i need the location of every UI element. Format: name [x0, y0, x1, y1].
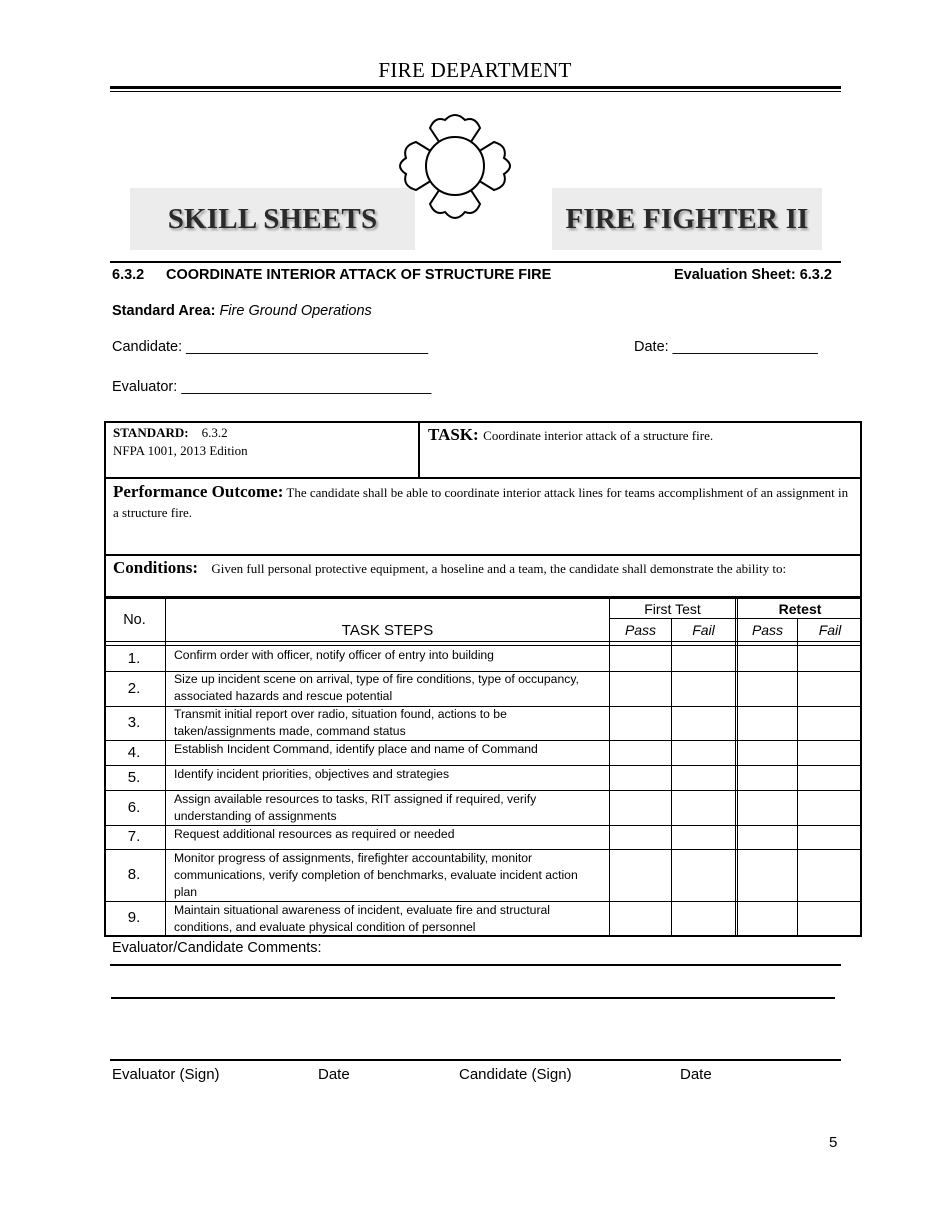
candidate-date-label: Date	[680, 1066, 712, 1083]
candidate-field[interactable]: Candidate: ______________________________	[112, 339, 429, 355]
step-number: 9.	[127, 909, 141, 926]
standard-value: 6.3.2	[201, 425, 228, 440]
header-rule-thin	[110, 91, 841, 92]
col-task-steps-header: TASK STEPS	[341, 622, 434, 639]
outcome-value: The candidate shall be able to coordinate interior attack lines for teams accomplishment of an assignment in a structure fire.	[113, 485, 849, 520]
skill-title: COORDINATE INTERIOR ATTACK OF STRUCTURE FIRE	[166, 267, 552, 283]
first-test-pass-header: Pass	[624, 622, 657, 638]
conditions-label: Conditions:	[113, 558, 199, 577]
step-number: 1.	[127, 650, 141, 667]
banner-left-text: SKILL SHEETS	[167, 203, 378, 235]
standard-area-label: Standard Area:	[112, 303, 216, 319]
step-number: 5.	[127, 769, 141, 786]
step-text: Establish Incident Command, identify place and name of Command	[174, 742, 538, 756]
step-number: 3.	[127, 714, 141, 731]
banner-rule	[110, 261, 841, 263]
retest-pass-header: Pass	[751, 622, 784, 638]
comments-label: Evaluator/Candidate Comments:	[112, 940, 322, 956]
step-text: Assign available resources to tasks, RIT assigned if required, verify understanding of assignments	[174, 792, 537, 823]
comments-line-2[interactable]	[111, 997, 835, 999]
comments-line-1[interactable]	[110, 964, 841, 966]
outcome-label: Performance Outcome:	[113, 482, 284, 501]
first-test-header: First Test	[644, 601, 701, 617]
task-value: Coordinate interior attack of a structure fire.	[483, 428, 714, 443]
evaluator-sign-label: Evaluator (Sign)	[112, 1066, 220, 1083]
date-field[interactable]: Date: __________________	[634, 339, 818, 355]
header-rule	[110, 86, 841, 89]
standard-edition: NFPA 1001, 2013 Edition	[113, 443, 248, 458]
candidate-sign-label: Candidate (Sign)	[459, 1066, 572, 1083]
banner-right	[552, 188, 822, 250]
maltese-cross-icon	[390, 108, 520, 233]
col-no-header: No.	[123, 612, 146, 628]
standard-area-value: Fire Ground Operations	[219, 303, 372, 319]
banner-right-text: FIRE FIGHTER II	[565, 203, 809, 235]
signature-line[interactable]	[110, 1059, 841, 1061]
standard-cell	[105, 422, 419, 478]
first-test-fail-header: Fail	[692, 622, 715, 638]
standard-area	[112, 303, 372, 319]
info-table	[104, 421, 862, 598]
step-number: 4.	[127, 744, 141, 761]
conditions-value: Given full personal protective equipment, a hoseline and a team, the candidate shall demonstrate the ability to:	[211, 561, 787, 576]
step-number: 7.	[127, 828, 141, 845]
evaluation-sheet: Evaluation Sheet: 6.3.2	[674, 267, 832, 283]
step-number: 6.	[127, 799, 141, 816]
step-text: Transmit initial report over radio, situation found, actions to be taken/assignments made, command status	[174, 707, 507, 738]
skill-number: 6.3.2	[112, 267, 145, 283]
step-text: Identify incident priorities, objectives and strategies	[174, 767, 450, 781]
step-text: Monitor progress of assignments, firefighter accountability, monitor communications, verify completion of benchmarks, evaluate incident action plan	[174, 851, 578, 899]
retest-header: Retest	[778, 601, 822, 617]
evaluator-field[interactable]: Evaluator: _______________________________	[112, 379, 432, 395]
step-number: 2.	[127, 680, 141, 697]
conditions-cell	[105, 555, 861, 597]
retest-fail-header: Fail	[818, 622, 842, 638]
page-number: 5	[829, 1134, 838, 1151]
step-text: Confirm order with officer, notify officer of entry into building	[174, 648, 494, 662]
banner-left	[130, 188, 415, 250]
outcome-cell	[105, 478, 861, 555]
task-cell	[419, 422, 861, 478]
step-number: 8.	[127, 866, 141, 883]
task-label: TASK:	[428, 425, 479, 444]
step-text: Request additional resources as required or needed	[174, 827, 455, 841]
standard-label: STANDARD:	[113, 425, 189, 440]
step-text: Maintain situational awareness of incident, evaluate fire and structural conditions, and evaluate physical condition of personnel	[174, 903, 550, 934]
page-header-title: FIRE DEPARTMENT	[378, 58, 572, 82]
step-text: Size up incident scene on arrival, type of fire conditions, type of occupancy, associated hazards and rescue potential	[174, 672, 579, 703]
evaluator-date-label: Date	[318, 1066, 350, 1083]
